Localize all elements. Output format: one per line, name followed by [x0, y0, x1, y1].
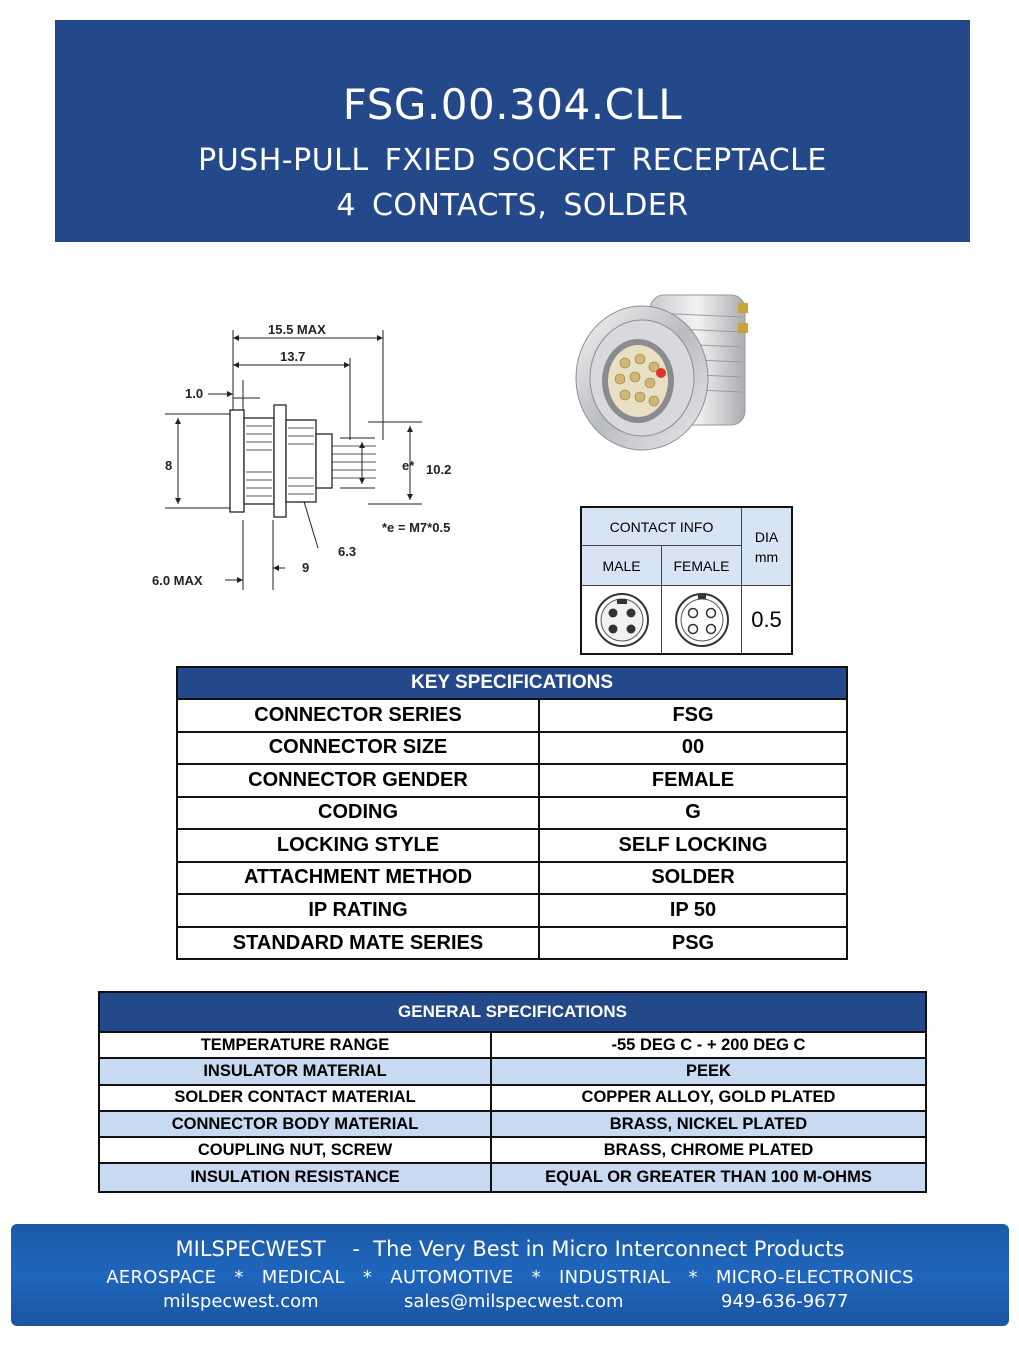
industries-list: AEROSPACE * MEDICAL * AUTOMOTIVE * INDUSTRIAL * MICRO-ELECTRONICS	[106, 1267, 914, 1288]
spec-label: CONNECTOR SIZE	[178, 733, 540, 764]
connector-photo	[570, 283, 770, 463]
table-row	[178, 830, 846, 863]
spec-label: LOCKING STYLE	[178, 830, 540, 861]
product-description: PUSH-PULL FXIED SOCKET RECEPTACLE	[198, 143, 827, 178]
spec-value: BRASS, NICKEL PLATED	[492, 1112, 925, 1136]
spec-value: COPPER ALLOY, GOLD PLATED	[581, 1088, 836, 1107]
spec-label: CONNECTOR SERIES	[178, 700, 540, 731]
spec-value: PSG	[671, 932, 715, 955]
spec-value: 00	[681, 736, 705, 759]
dia-header	[742, 508, 791, 586]
table-row	[178, 700, 846, 733]
spec-value: BRASS, CHROME PLATED	[603, 1140, 814, 1159]
spec-label: CODING	[178, 798, 540, 829]
dim-panel: 6.0 MAX	[152, 573, 203, 588]
table-row	[178, 765, 846, 798]
table-row	[100, 1164, 925, 1190]
spec-label: IP RATING	[178, 895, 540, 926]
dim-thread-note: *e = M7*0.5	[382, 520, 451, 535]
table-row	[178, 928, 846, 961]
male-pin-icon	[593, 591, 651, 649]
table-row	[100, 1059, 925, 1085]
title-banner	[55, 20, 970, 242]
female-pin-layout	[662, 586, 742, 653]
dimension-drawing	[140, 310, 490, 610]
dim-flange: 1.0	[185, 386, 204, 401]
table-row	[178, 798, 846, 831]
spec-label: STANDARD MATE SERIES	[178, 928, 540, 961]
spec-value: EQUAL OR GREATER THAN 100 M-OHMS	[492, 1164, 925, 1190]
key-specifications-table	[176, 666, 848, 960]
table-row	[100, 1033, 925, 1059]
phone-number[interactable]: 949-636-9677	[721, 1291, 849, 1312]
dia-label: DIA	[754, 528, 779, 545]
dim-body-length: 13.7	[280, 349, 306, 364]
female-label: FEMALE	[662, 546, 742, 586]
spec-label: INSULATION RESISTANCE	[100, 1164, 492, 1190]
key-specs-title: KEY SPECIFICATIONS	[178, 668, 846, 700]
contact-info-title: CONTACT INFO	[582, 508, 742, 546]
spec-label: TEMPERATURE RANGE	[100, 1033, 492, 1057]
spec-value: G	[685, 801, 701, 824]
spec-label: SOLDER CONTACT MATERIAL	[100, 1086, 492, 1110]
spec-value: SOLDER	[651, 866, 735, 889]
male-label: MALE	[582, 546, 662, 586]
part-number: FSG.00.304.CLL	[342, 80, 683, 129]
company-tagline: MILSPECWEST - The Very Best in Micro Interconnect Products	[175, 1237, 845, 1261]
female-pin-icon	[673, 591, 731, 649]
dia-unit: mm	[754, 548, 779, 565]
table-row	[100, 1112, 925, 1138]
spec-label: CONNECTOR BODY MATERIAL	[100, 1112, 492, 1136]
dim-nut: 6.3	[338, 544, 357, 559]
spec-value: -55 DEG C - + 200 DEG C	[611, 1035, 806, 1054]
table-row	[100, 1138, 925, 1164]
dim-overall-length: 15.5 MAX	[268, 322, 326, 337]
dim-rear-diameter: 10.2	[426, 462, 452, 477]
table-row	[178, 863, 846, 896]
male-pin-layout	[582, 586, 662, 653]
website-link[interactable]: milspecwest.com	[163, 1291, 319, 1312]
footer-banner	[11, 1224, 1009, 1326]
spec-value: FSG	[672, 703, 714, 726]
contacts-description: 4 CONTACTS, SOLDER	[336, 188, 689, 223]
spec-value: IP 50	[669, 898, 717, 921]
table-row	[100, 1086, 925, 1112]
contact-info-table	[580, 506, 793, 655]
spec-label: INSULATOR MATERIAL	[100, 1059, 492, 1083]
dim-front-diameter: 8	[165, 458, 173, 473]
general-specifications-table	[98, 991, 927, 1193]
table-row	[178, 895, 846, 928]
dim-thread-label: e*	[402, 458, 415, 473]
dia-value: 0.5	[751, 606, 782, 632]
email-link[interactable]: sales@milspecwest.com	[404, 1291, 624, 1312]
spec-label: ATTACHMENT METHOD	[178, 863, 540, 894]
dim-hex: 9	[302, 560, 310, 575]
spec-label: COUPLING NUT, SCREW	[100, 1138, 492, 1162]
spec-value: SELF LOCKING	[618, 833, 768, 856]
spec-label: CONNECTOR GENDER	[178, 765, 540, 796]
spec-value: FEMALE	[651, 768, 735, 791]
table-row	[178, 733, 846, 766]
general-specs-title: GENERAL SPECIFICATIONS	[100, 993, 925, 1033]
spec-value: PEEK	[492, 1059, 925, 1083]
